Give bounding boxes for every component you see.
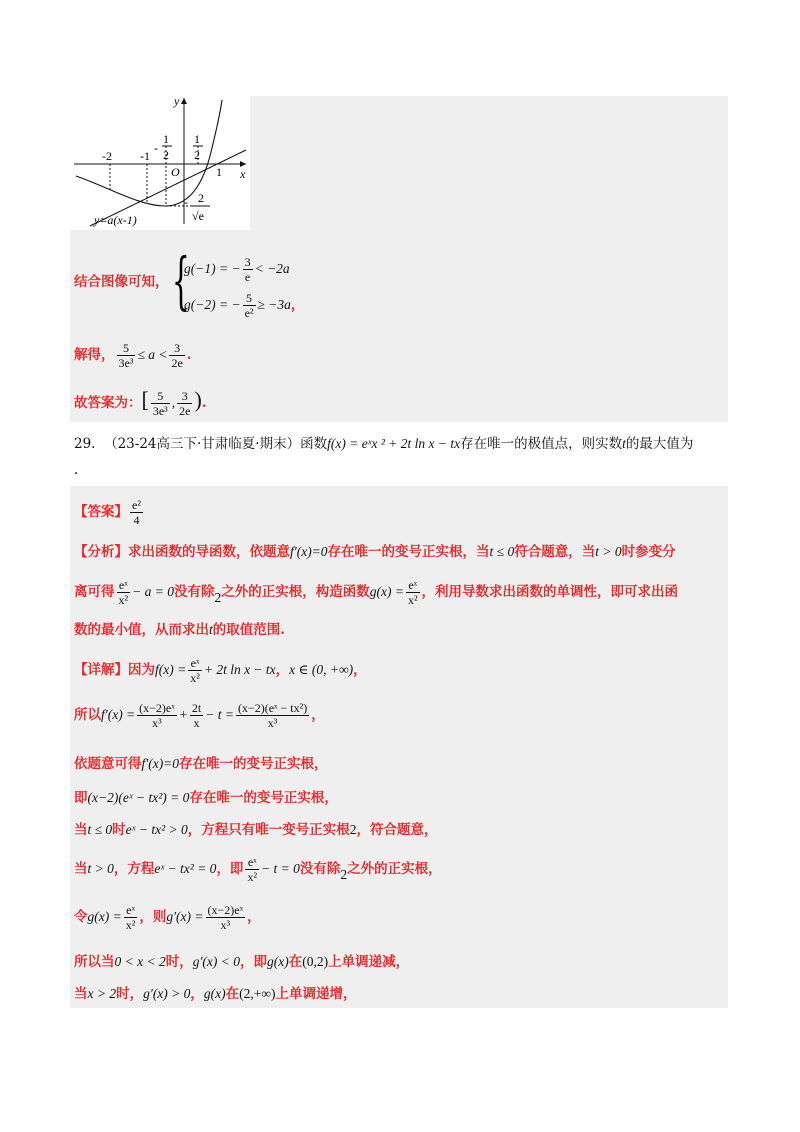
tick-minus-half-num: 1 [163, 132, 169, 146]
curve-label: y=a(x-1) [94, 213, 137, 227]
analysis-line-1: 【分析】求出函数的导函数，依题意f′(x)=0存在唯一的变号正实根，当t ≤ 0符合题意，当t > 0时参变分 [74, 544, 676, 560]
tick-half-den: 2 [194, 148, 200, 162]
question-29-blank: . [74, 462, 79, 478]
tick-minus-2: -2 [102, 149, 112, 163]
detail-line-1: 【详解】因为f(x) = $\frac{\text{eˣ}}{\text{x²}}$ + 2t ln x − tx，x ∈ (0, +∞)， [74, 656, 367, 685]
analysis-line-3: 数的最小值，从而求出t的取值范围. [74, 622, 285, 638]
detail-line-4: 即(x−2)(eˣ − tx²) = 0存在唯一的变号正实根， [74, 790, 338, 806]
detail-line-6: 当t > 0，方程eˣ − tx² = 0，即 $\frac{\text{eˣ}}{\text{x²}}$ − t = 0没有除2之外的正实根， [74, 855, 442, 884]
tick-minus-half-sign: - [154, 141, 158, 155]
detail-line-3: 依题意可得f′(x)=0存在唯一的变号正实根， [74, 756, 328, 772]
detail-line-9: 当x > 2时，g′(x) > 0，g(x)在(2,+∞)上单调递增， [74, 986, 357, 1002]
analysis-line-2: 离可得 $\frac{\text{eˣ}}{\text{x²}}$ − a = 0没有除2之外的正实根，构造函数g(x) = $\frac{\text{eˣ}}{\text{x²}}$ ，利用导数求出函数的单调性，即可求出函 [74, 578, 679, 607]
label-y: y [174, 96, 180, 108]
detail-line-8: 所以当0 < x < 2时，g′(x) < 0，即g(x)在(0,2)上单调递减， [74, 954, 410, 970]
tick-minus-half-den: 2 [163, 148, 169, 162]
min-label-den: √e [192, 209, 204, 223]
system-brace: { [172, 244, 190, 317]
tick-one: 1 [216, 165, 222, 179]
y-axis-arrow [181, 98, 187, 104]
detail-line-2: 所以f′(x) = $\frac{\text{(x−2)eˣ}}{\text{x³}}$ + $\frac{2t}{x}$ − t = $\frac{\text{(x−2)(eˣ − tx²)}}{\text{x³}}$ ， [74, 701, 325, 730]
answer-line: 【答案】 $\frac{\text{e²}}{4}$ [74, 498, 141, 527]
detail-line-7: 令g(x) = $\frac{\text{eˣ}}{\text{x²}}$ ，则g′(x) = $\frac{\text{(x−2)eˣ}}{\text{x³}}$ ， [74, 903, 261, 932]
question-29: 29. （23-24高三下·甘肃临夏·期末）函数f(x) = eˣx ² + 2t ln x − tx存在唯一的极值点，则实数t的最大值为 [74, 436, 694, 452]
system-eq-1: g(−1) = − $\frac{3}{e}$ < −2a [184, 255, 290, 284]
label-x: x [240, 167, 246, 181]
detail-line-5: 当t ≤ 0时eˣ − tx² > 0，方程只有唯一变号正实根2，符合题意， [74, 822, 438, 838]
min-label-num: 2 [198, 191, 204, 205]
solve-line: 解得， $\frac{5}{\text{3e³}}$ ≤ a < $\frac{3}{2e}$ . [74, 341, 192, 370]
label-origin: O [171, 165, 180, 179]
combine-line: 结合图像可知， [74, 274, 169, 290]
tick-minus-1: -1 [140, 149, 150, 163]
tick-half-num: 1 [194, 132, 200, 146]
system-eq-2: g(−2) = − $\frac{5}{\text{e²}}$ ≥ −3a， [184, 291, 305, 320]
min-label-sign: - [184, 195, 188, 209]
function-graph [70, 96, 250, 230]
answer-is-line: 故答案为：[ $\frac{5}{\text{3e³}}$ , $\frac{3}{2e}$ ). [74, 387, 207, 418]
graph-svg [70, 96, 250, 230]
